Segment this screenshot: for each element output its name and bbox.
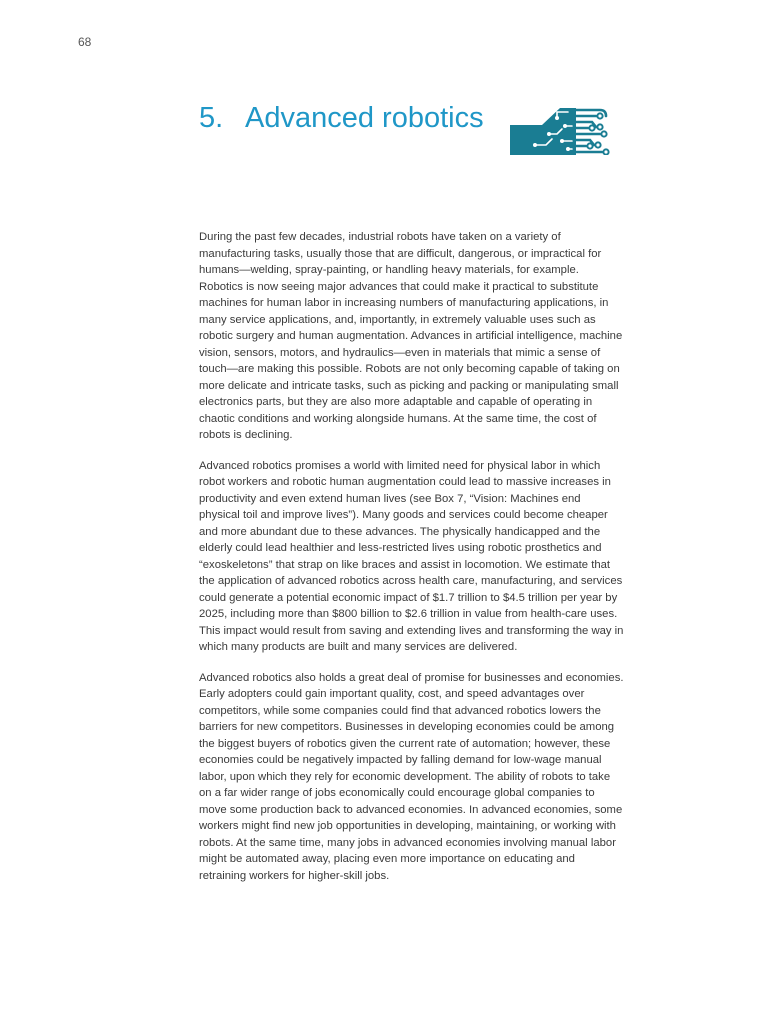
circuit-node xyxy=(597,124,602,129)
paragraph: Advanced robotics also holds a great deal of promise for businesses and economies. Early adopters could gain important quality, cost, and speed advantages over competitors, while some companies could find that advanced robotics lowers the barriers for new competitors. Businesses in developing economies could be among the biggest buyers of robotics given the current rate of automation; however, these economies could be negatively impacted by falling demand for low-wage manual labor, upon which they rely for economic development. The ability of robots to take on a far wider range of jobs economically could encourage global companies to move some production back to advanced economies. In advanced economies, some workers might find new job opportunities in developing, maintaining, or working with robots. At the same time, many jobs in advanced economies involving manual labor might be automated away, placing even more importance on educating and retraining workers for higher-skill jobs. xyxy=(199,671,624,882)
body-text xyxy=(199,229,624,898)
circuit-node xyxy=(589,125,594,130)
page-number: 68 xyxy=(78,35,92,49)
circuit-node xyxy=(603,149,608,154)
circuit-node xyxy=(597,113,602,118)
circuit-node xyxy=(587,143,592,148)
paragraph: Advanced robotics promises a world with limited need for physical labor in which robot workers and robotic human augmentation could lead to massive increases in productivity and even extend human lives (see Box 7, “Vision: Machines end physical toil and improve lives”). Many goods and services could become cheaper and more abundant due to these advances. The physically handicapped and the elderly could lead healthier and less-restricted lives using robotic prosthetics and “exoskeletons” that strap on like braces and assist in locomotion. We estimate that the application of advanced robotics across health care, manufacturing, and services could generate a potential economic impact of $1.7 trillion to $4.5 trillion per year by 2025, including more than $800 billion to $2.6 trillion in value from health-care uses. This impact would result from saving and extending lives and transforming the way in which many products are built and many services are delivered. xyxy=(199,459,624,653)
paragraph: During the past few decades, industrial robots have taken on a variety of manufacturing tasks, usually those that are difficult, dangerous, or impractical for humans—welding, spray-painting, or handling heavy materials, for example. Robotics is now seeing major advances that could make it practical to substitute machines for human labor in increasing numbers of manufacturing applications, in many service applications, and, importantly, in extremely valuable uses such as robotic surgery and human augmentation. Advances in artificial intelligence, machine vision, sensors, motors, and hydraulics—even in materials that mimic a sense of touch—are making this possible. Robots are not only becoming capable of taking on more delicate and intricate tasks, such as picking and packing or manipulating small electronics parts, but they are also more adaptable and capable of operating in chaotic conditions and working alongside humans. At the same time, the cost of robots is declining. xyxy=(199,231,623,441)
robotics-circuit-icon xyxy=(510,105,618,155)
circuit-block xyxy=(510,108,576,155)
chapter-title: Advanced robotics xyxy=(245,102,484,134)
chapter-heading xyxy=(199,98,484,138)
circuit-node xyxy=(601,131,606,136)
chapter-number: 5. xyxy=(199,102,224,134)
circuit-node xyxy=(595,142,600,147)
